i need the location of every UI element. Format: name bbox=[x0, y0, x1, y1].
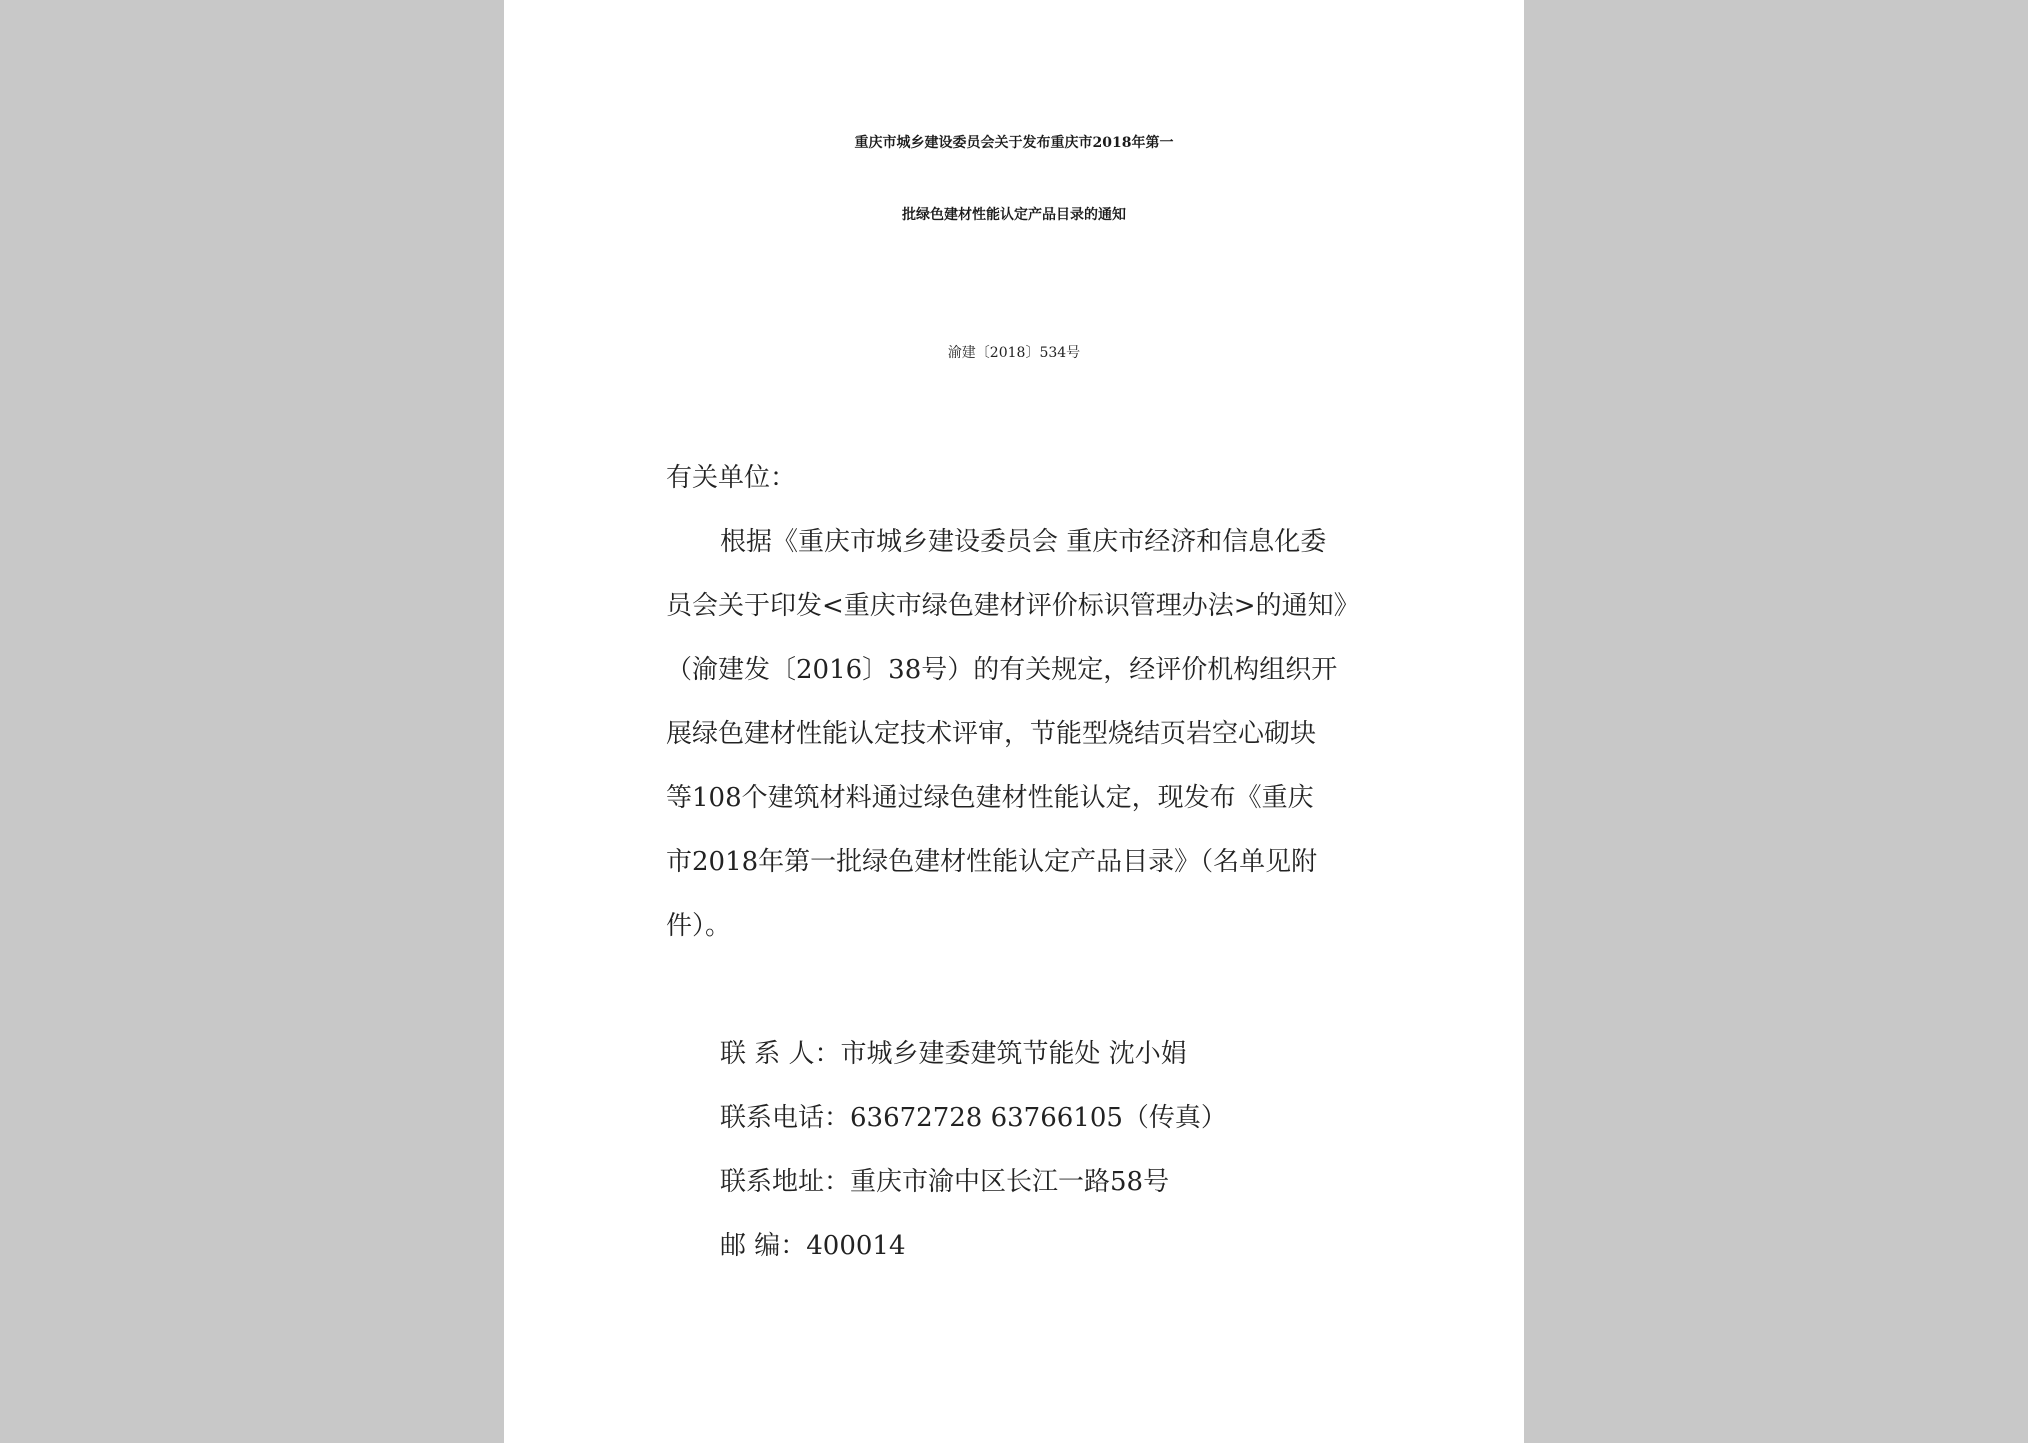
paragraph-line: （渝建发〔2016〕38号）的有关规定，经评价机构组织开 bbox=[666, 655, 1338, 685]
document-page bbox=[504, 0, 1524, 1443]
contact-address: 联系地址：重庆市渝中区长江一路58号 bbox=[720, 1167, 1170, 1197]
paragraph-line: 员会关于印发<重庆市绿色建材评价标识管理办法>的通知》 bbox=[666, 591, 1360, 621]
paragraph-line: 展绿色建材性能认定技术评审，节能型烧结页岩空心砌块 bbox=[666, 719, 1317, 749]
contact-person: 联 系 人：市城乡建委建筑节能处 沈小娟 bbox=[720, 1039, 1187, 1069]
document-title-line-1: 重庆市城乡建设委员会关于发布重庆市2018年第一 bbox=[854, 135, 1174, 151]
paragraph-line: 等108个建筑材料通过绿色建材性能认定，现发布《重庆 bbox=[666, 783, 1314, 813]
paragraph-line: 件）。 bbox=[666, 911, 732, 941]
paragraph-line: 市2018年第一批绿色建材性能认定产品目录》（名单见附 bbox=[666, 847, 1318, 877]
document-number: 渝建〔2018〕534号 bbox=[947, 345, 1081, 361]
document-title-line-2: 批绿色建材性能认定产品目录的通知 bbox=[902, 207, 1126, 223]
salutation: 有关单位： bbox=[666, 463, 797, 493]
contact-phone: 联系电话：63672728 63766105（传真） bbox=[720, 1103, 1227, 1133]
contact-postcode: 邮 编：400014 bbox=[720, 1231, 906, 1261]
paragraph-line: 根据《重庆市城乡建设委员会 重庆市经济和信息化委 bbox=[720, 527, 1327, 557]
